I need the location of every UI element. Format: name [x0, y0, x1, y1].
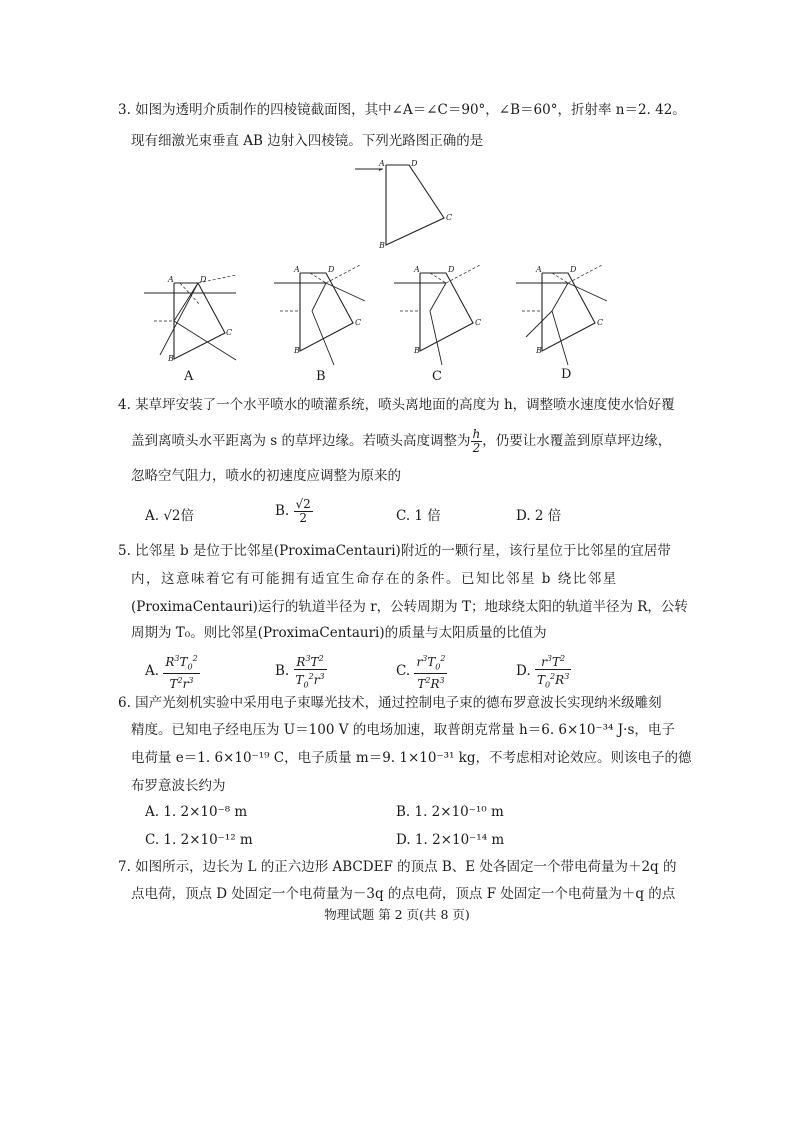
q6-stem-line4: 布罗意波长约为 — [131, 778, 226, 794]
svg-text:A: A — [414, 265, 420, 274]
q6-option-b: B. 1. 2×10⁻¹⁰ m — [396, 804, 504, 820]
option-b-label: B — [316, 369, 326, 384]
q6-option-a: A. 1. 2×10⁻⁸ m — [145, 804, 248, 820]
svg-text:B: B — [536, 346, 542, 355]
q6-option-c: C. 1. 2×10⁻¹² m — [145, 832, 253, 848]
svg-text:C: C — [597, 318, 604, 327]
q4-stem-line2: 盖到离喷头水平距离为 s 的草坪边缘。若喷头高度调整为 $\frac{h}{2}$ ，仍要让水覆盖到原草坪边缘， — [131, 427, 672, 455]
vertex-B: B — [379, 241, 385, 250]
vertex-D: D — [411, 159, 418, 168]
svg-text:A: A — [536, 265, 542, 274]
q3-stem-line1: 3. 如图为透明介质制作的四棱镜截面图，其中∠A＝∠C＝90°，∠B＝60°，折射率 n＝2. 42。 — [118, 102, 686, 118]
q5-option-c: C. $\frac{r^3T_0^2}{T^2R^3}$ — [396, 654, 446, 692]
q6-option-d: D. 1. 2×10⁻¹⁴ m — [396, 832, 505, 848]
svg-text:C: C — [226, 328, 233, 337]
q3-stem-line2: 现有细激光束垂直 AB 边射入四棱镜。下列光路图正确的是 — [131, 133, 484, 149]
option-c-diagram — [390, 265, 490, 365]
q4-option-b: B. $\frac{√2}{2}$ — [275, 497, 311, 525]
vertex-C: C — [446, 213, 453, 222]
svg-text:D: D — [570, 265, 577, 274]
option-d-label: D — [561, 367, 572, 382]
q5-option-d: D. $\frac{r^3T^2}{T_0^2R^3}$ — [516, 654, 570, 690]
svg-text:C: C — [475, 318, 482, 327]
q6-stem-line2: 精度。已知电子经电压为 U＝100 V 的电场加速，取普朗克常量 h＝6. 6×10⁻³⁴ J·s，电子 — [131, 722, 675, 738]
svg-text:D: D — [200, 275, 207, 284]
option-d-diagram — [512, 265, 612, 365]
q4-option-c: C. 1 倍 — [396, 508, 441, 524]
svg-text:A: A — [294, 265, 300, 274]
q7-stem-line1: 7. 如图所示，边长为 L 的正六边形 ABCDEF 的顶点 B、E 处各固定一个带电荷量为＋2q 的 — [118, 859, 677, 875]
q4-stem-line1: 4. 某草坪安装了一个水平喷水的喷灌系统，喷头离地面的高度为 h，调整喷水速度使水恰好覆 — [118, 397, 675, 413]
q6-stem-line1: 6. 国产光刻机实验中采用电子束曝光技术，通过控制电子束的德布罗意波长实现纳米级雕刻 — [118, 695, 662, 711]
q5-stem-line2: 内，这意味着它有可能拥有适宜生命存在的条件。已知比邻星 b 绕比邻星 — [131, 571, 618, 587]
q5-stem-line4: 周期为 T₀。则比邻星(ProximaCentauri)的质量与太阳质量的比值为 — [131, 625, 547, 641]
svg-text:B: B — [168, 354, 174, 363]
q6-stem-line3: 电荷量 e＝1. 6×10⁻¹⁹ C，电子质量 m＝9. 1×10⁻³¹ kg，不考虑相对论效应。则该电子的德 — [131, 750, 692, 766]
page-footer: 物理试题 第 2 页(共 8 页) — [324, 907, 470, 922]
option-a-diagram — [140, 275, 240, 365]
svg-text:B: B — [414, 346, 420, 355]
q5-stem-line3: (ProximaCentauri)运行的轨道半径为 r，公转周期为 T；地球绕太阳的轨道半径为 R，公转 — [131, 599, 688, 615]
q5-stem-line1: 5. 比邻星 b 是位于比邻星(ProximaCentauri)附近的一颗行星，该行星位于比邻星的宜居带 — [118, 543, 671, 559]
svg-text:A: A — [168, 275, 174, 284]
option-b-diagram — [270, 265, 370, 365]
svg-text:D: D — [448, 265, 455, 274]
prism-figure — [355, 160, 455, 255]
svg-text:D: D — [328, 265, 335, 274]
q4-option-a: A. √2倍 — [145, 508, 195, 524]
option-c-label: C — [432, 369, 442, 384]
option-a-label: A — [184, 369, 194, 384]
q7-stem-line2: 点电荷，顶点 D 处固定一个电荷量为－3q 的点电荷，顶点 F 处固定一个电荷量为＋q 的点 — [131, 886, 676, 902]
q4-stem-line3: 忽略空气阻力，喷水的初速度应调整为原来的 — [131, 468, 401, 484]
q5-option-b: B. $\frac{R^3T^2}{T_0^2r^3}$ — [275, 654, 325, 690]
svg-text:B: B — [294, 346, 300, 355]
q4-option-d: D. 2 倍 — [516, 508, 562, 524]
svg-text:C: C — [355, 318, 362, 327]
q5-option-a: A. $\frac{R^3T_0^2}{T^2r^3}$ — [145, 654, 198, 692]
vertex-A: A — [379, 159, 385, 168]
